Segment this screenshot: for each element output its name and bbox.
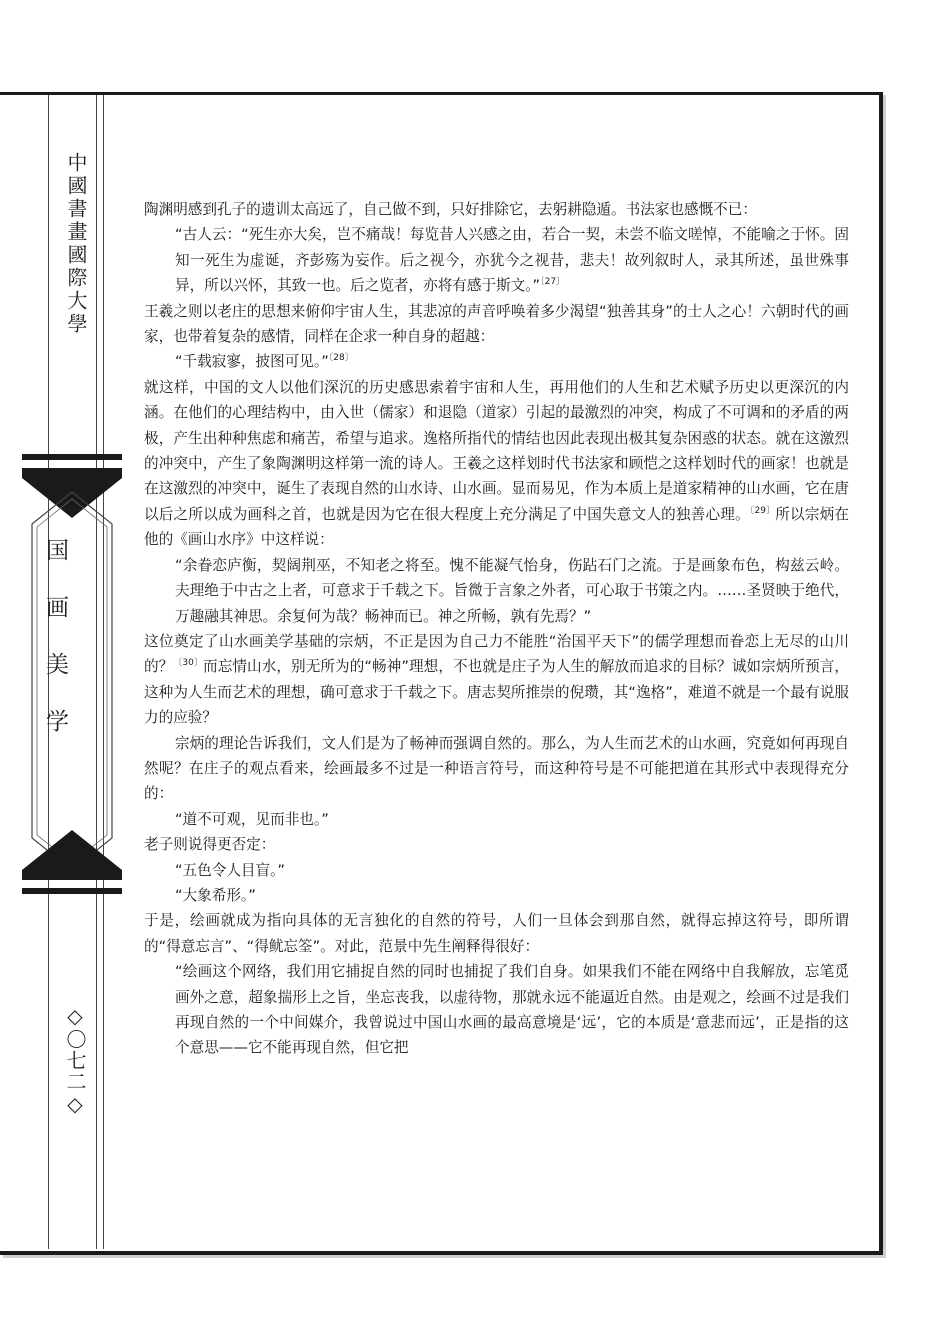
paragraph-text: 所以宗炳在他的《画山水序》中这样说： (144, 505, 849, 549)
block-quote (144, 222, 849, 298)
paragraph: 于是，绘画就成为指向具体的无言独化的自然的符号，人们一旦体会到那自然，就得忘掉这符号，即所谓的“得意忘言”、“得鱿忘筌”。对此，范景中先生阐释得很好： (144, 912, 849, 955)
paragraph: 老子则说得更否定： (144, 836, 276, 854)
footnote-ref: 〔30〕 (173, 658, 204, 669)
block-quote: “大象希形。” (175, 886, 256, 904)
paragraph: 王羲之则以老庄的思想来俯仰宇宙人生，其悲凉的声音呼唤着多少渴望“独善其身”的士人之心！六朝时代的画家，也带着复杂的感情，同样在企求一种自身的超越： (144, 302, 849, 346)
paragraph: 宗炳的理论告诉我们，文人们是为了畅神而强调自然的。那么，为人生而艺术的山水画，究竟如何再现自然呢？在庄子的观点看来，绘画最多不过是一种语言符号，而这种符号是不可能把道在其形式中表现得充分的： (144, 734, 849, 803)
paragraph (144, 629, 849, 731)
paragraph: 陶渊明感到孔子的遗训太高远了，自己做不到，只好排除它，去躬耕隐遁。书法家也感慨不已： (144, 201, 757, 218)
paragraph (144, 375, 849, 553)
series-title: 中國書畫國際大學 (64, 152, 88, 336)
paragraph-text: 就这样，中国的文人以他们深沉的历史感思索着宇宙和人生，再用他们的人生和艺术赋予历史以更深沉的内涵。在他们的心理结构中，由入世（儒家）和退隐（道家）引起的最激烈的冲突，构成了不可调和的矛盾的两极，产生出种种焦虑和痛苦，希望与追求。逸格所指代的情结也因此表现出极其复杂困惑的状态。就在这激烈的冲突中，产生了象陶渊明这样第一流的诗人。王羲之这样划时代书法家和顾恺之这样划时代的画家！也就是在这激烈的冲突中，诞生了表现自然的山水诗、山水画。显而易见，作为本质上是道家精神的山水画，它在唐以后之所以成为画科之首，也就是因为它在很大程度上充分满足了中国失意文人的独善心理。 (144, 378, 849, 523)
book-title: 国画美学 (42, 538, 68, 766)
title-banner (20, 454, 124, 894)
paragraph-text: 这位奠定了山水画美学基础的宗炳，不正是因为自己力不能胜“治国平天下”的儒学理想而眷恋上无尽的山川的？ (144, 632, 849, 676)
paragraph-text: 而忘情山水，别无所为的“畅神”理想，不也就是庄子为人生的解放而追求的目标？诚如宗炳所预言，这种为人生而艺术的理想，确可意求于千载之下。唐志契所推崇的倪瓒，其“逸格”，难道不就是一个最有说服力的应验？ (144, 658, 849, 727)
quote-text: “古人云：“死生亦大矣，岂不痛哉！每览昔人兴感之由，若合一契，未尝不临文嗟悼，不能喻之于怀。固知一死生为虚诞，齐彭殇为妄作。后之视今，亦犹今之视昔，悲夫！故列叙时人，录其所述，虽世殊事异，所以兴怀，其致一也。后之览者，亦将有感于斯文。” (175, 226, 849, 295)
footnote-ref: 〔27〕 (540, 277, 566, 288)
block-quote: “余眷恋庐衡，契阔荆巫，不知老之将至。愧不能凝气怡身，伤跕石门之流。于是画象布色，构兹云岭。夫理绝于中古之上者，可意求于千载之下。旨微于言象之外者，可心取于书策之内。……圣贤映于绝代，万趣融其神思。余复何为哉？畅神而已。神之所畅，孰有先焉？” (175, 556, 849, 625)
block-quote: “五色令人目盲。” (175, 861, 285, 879)
block-quote (144, 349, 849, 374)
footnote-ref: 〔29〕 (749, 506, 776, 517)
page-number: ◇〇七二◇ (63, 1004, 87, 1117)
block-quote: “绘画这个网络，我们用它捕捉自然的同时也捕捉了我们自身。如果我们不能在网络中自我解放，忘笔觅画外之意，超象揣形上之旨，坐忘丧我，以虚待物，那就永远不能逼近自然。由是观之，绘画不过是我们再现自然的一个中间媒介，我曾说过中国山水画的最高意境是‘远’，它的本质是‘意悲而远’，正是指的这个意思——它不能再现自然，但它把 (175, 963, 849, 1057)
footnote-ref: 〔28〕 (328, 353, 354, 364)
quote-text: “千载寂寥，披图可见。” (175, 353, 329, 371)
block-quote: “道不可观，见而非也。” (175, 810, 329, 828)
main-text (144, 197, 849, 1061)
